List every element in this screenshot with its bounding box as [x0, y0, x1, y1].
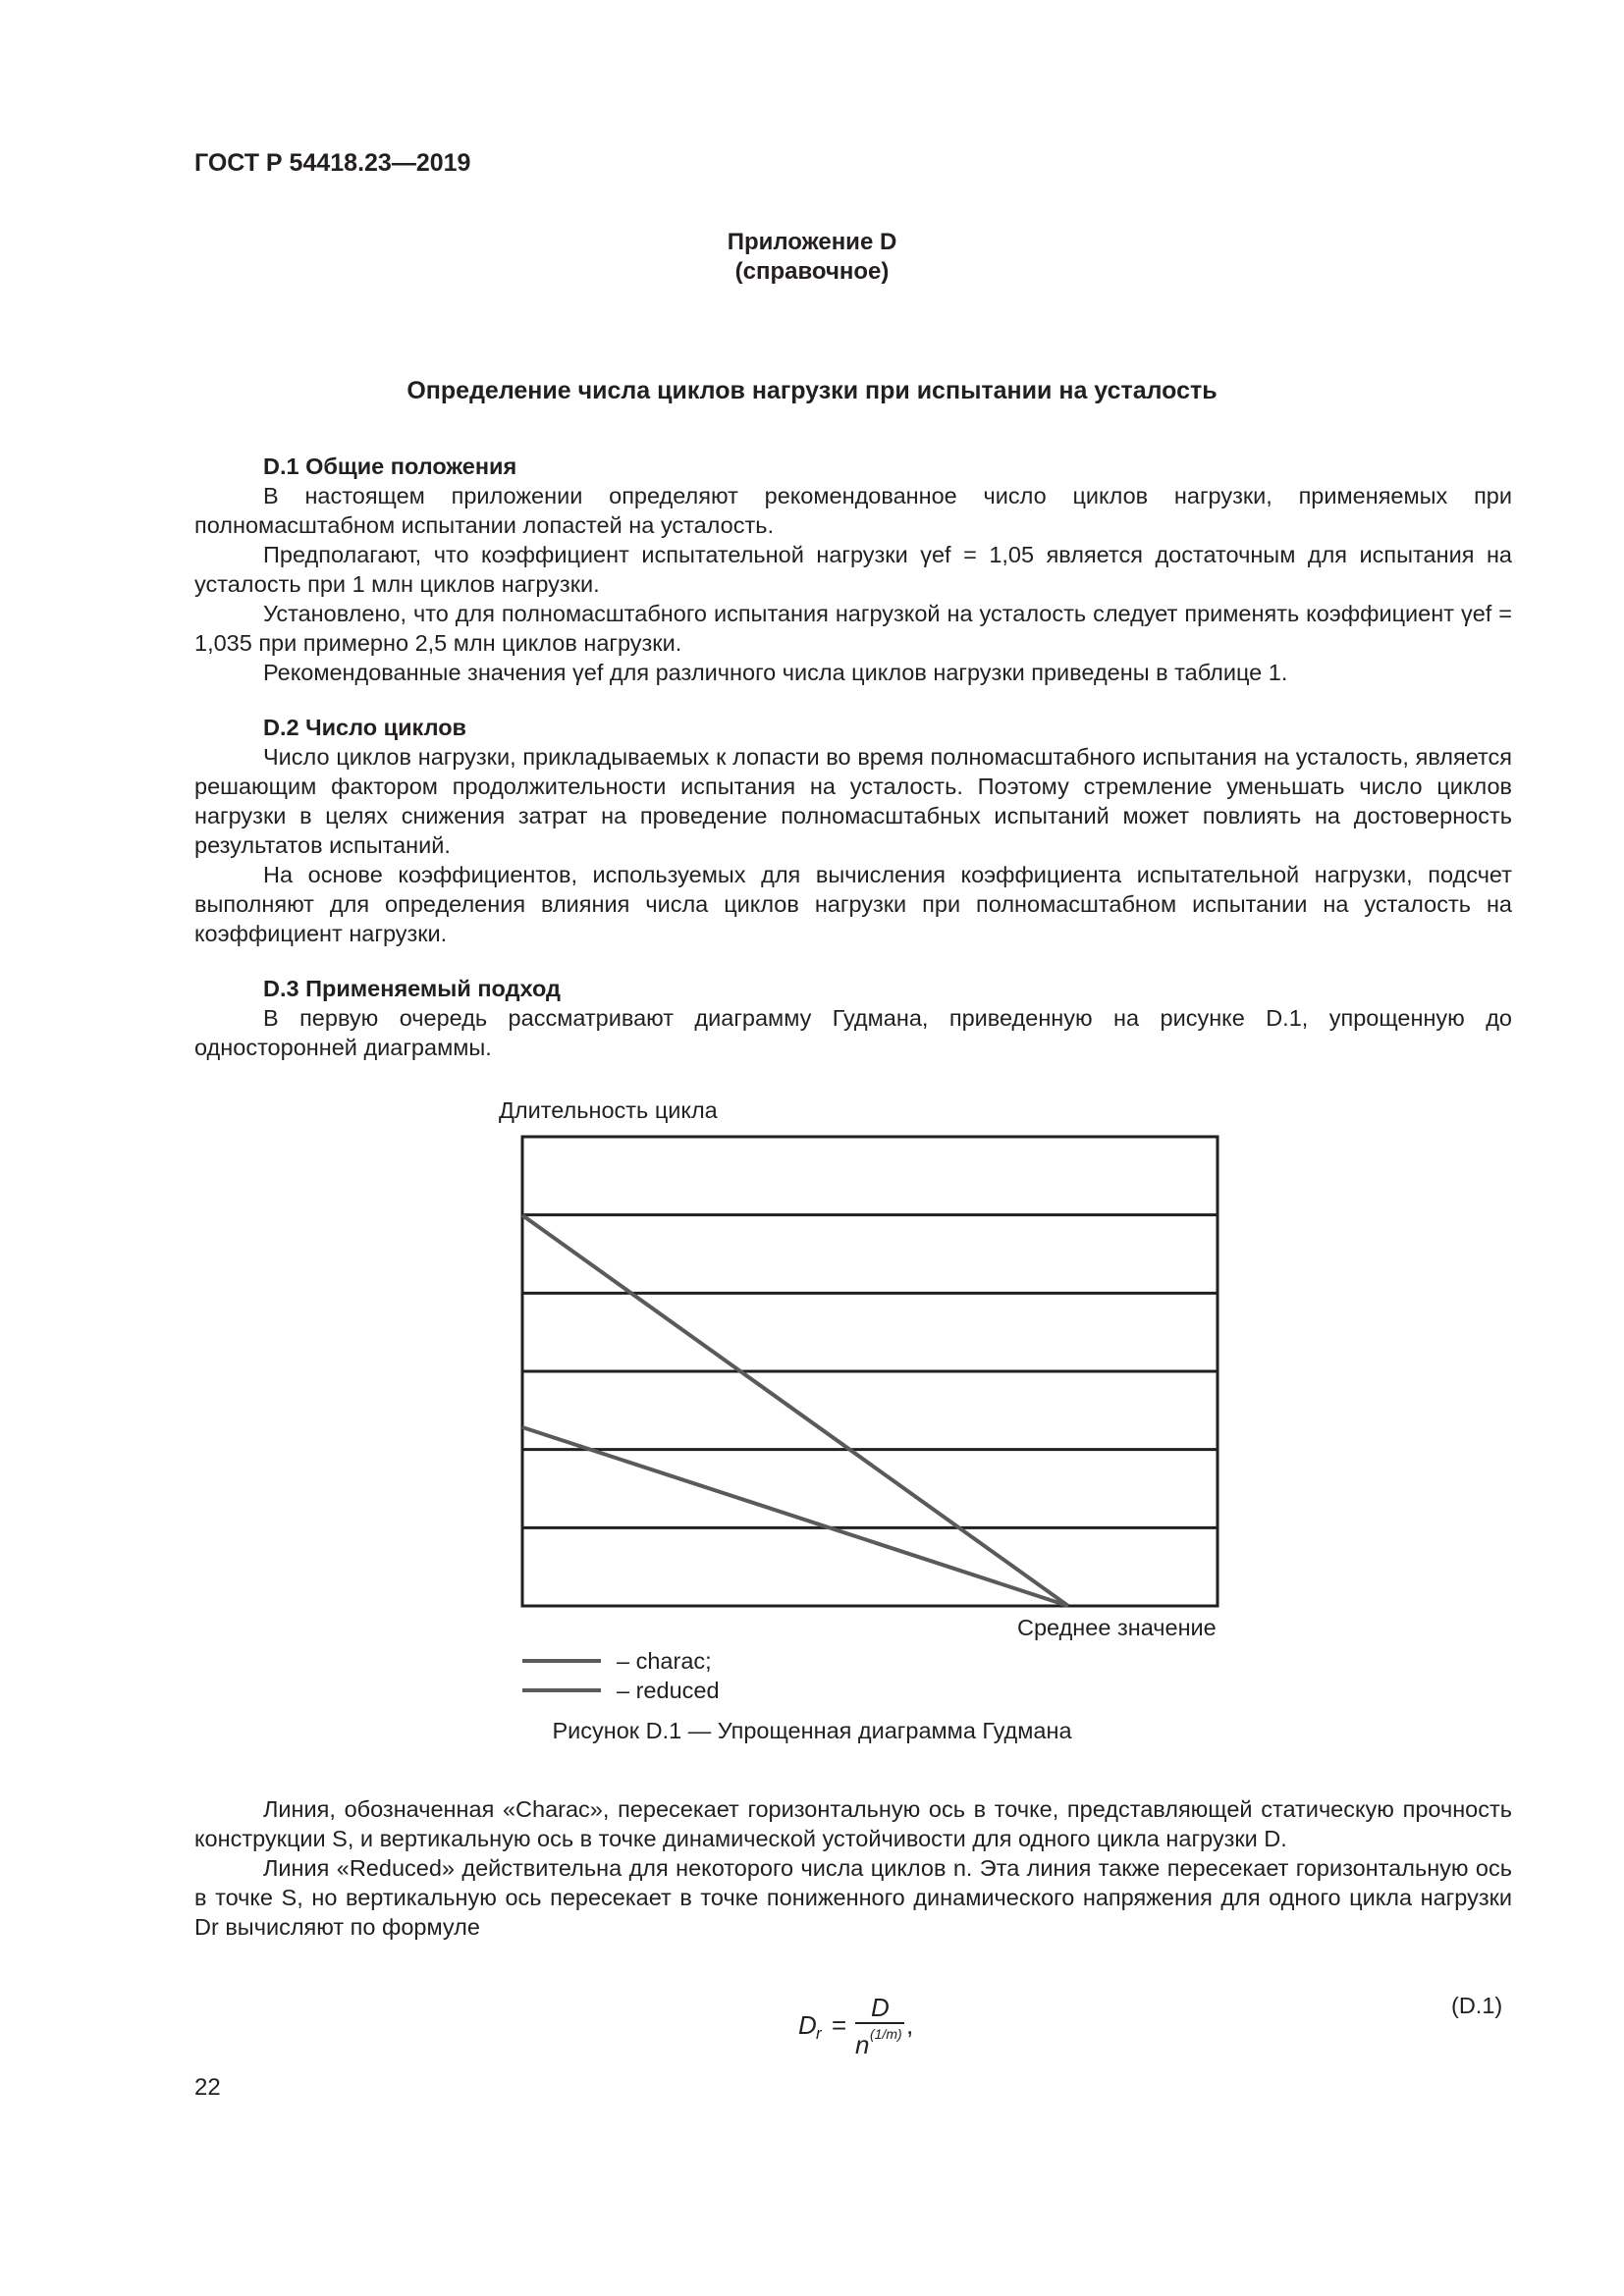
section-heading: D.3 Применяемый подход	[263, 976, 561, 1001]
paragraph: Линия «Reduced» действительна для некоторого числа циклов n. Эта линия также пересекает горизонтальную ось в точке S, но вертикальную ось пересекает в точке пониженного динамического напряжения для одного цикла нагрузки Dr вычисляют по формуле	[194, 1855, 1512, 1940]
annex-subtitle: (справочное)	[734, 258, 890, 285]
paragraph: В настоящем приложении определяют рекомендованное число циклов нагрузки, применяемых при полномасштабном испытании лопастей на усталость.	[194, 483, 1512, 538]
fraction-bar	[855, 2022, 904, 2024]
formula-denominator: n	[855, 2030, 870, 2059]
figure-y-label: Длительность цикла	[499, 1097, 718, 1123]
formula-numerator: D	[871, 1993, 890, 2022]
paragraph: Число циклов нагрузки, прикладываемых к лопасти во время полномасштабного испытания на усталость, является решающим фактором продолжительности испытания на усталость. Поэтому стремление уменьшать число циклов нагрузки в целях снижения затрат на проведение полномасштабных испытаний может повлиять на достоверность результатов испытаний.	[194, 744, 1512, 858]
formula-exponent: (1/m)	[870, 2026, 902, 2042]
formula-equals: =	[832, 2010, 847, 2040]
figure-caption: Рисунок D.1 — Упрощенная диаграмма Гудмана	[552, 1718, 1072, 1743]
paragraph: Линия, обозначенная «Charac», пересекает горизонтальную ось в точке, представляющей статическую прочность конструкции S, и вертикальную ось в точке динамической устойчивости для одного цикла нагрузки D.	[194, 1796, 1512, 1851]
paragraph: На основе коэффициентов, используемых для вычисления коэффициента испытательной нагрузки, подсчет выполняют для определения влияния числа циклов нагрузки при полномасштабном испытании на усталость на коэффициент нагрузки.	[194, 862, 1512, 946]
section-heading: D.2 Число циклов	[263, 715, 466, 740]
legend-reduced-label: – reduced	[617, 1678, 720, 1703]
paragraph: В первую очередь рассматривают диаграмму Гудмана, приведенную на рисунке D.1, упрощенную до односторонней диаграммы.	[194, 1005, 1512, 1060]
formula-lhs-sub: r	[816, 2024, 822, 2043]
after-figure-text	[194, 1794, 1512, 1942]
formula-comma: ,	[906, 2010, 914, 2040]
reduced-line	[522, 1427, 1068, 1606]
annex-title: Приложение D	[727, 229, 897, 255]
page-number: 22	[194, 2074, 221, 2101]
figure-x-label: Среднее значение	[1017, 1615, 1217, 1640]
section-heading: D.1 Общие положения	[263, 454, 517, 479]
main-title: Определение числа циклов нагрузки при испытании на усталость	[406, 377, 1218, 404]
diagram-grid	[522, 1137, 1218, 1606]
paragraph: Установлено, что для полномасштабного испытания нагрузкой на усталость следует применять коэффициент γef = 1,035 при примерно 2,5 млн циклов нагрузки.	[194, 601, 1512, 656]
legend-charac-label: – charac;	[617, 1648, 712, 1674]
charac-line	[522, 1215, 1068, 1606]
paragraph: Рекомендованные значения γef для различного числа циклов нагрузки приведены в таблице 1.	[263, 660, 1288, 685]
formula-lhs: D	[798, 2010, 817, 2040]
paragraph: Предполагают, что коэффициент испытательной нагрузки γef = 1,05 является достаточным для испытания на усталость при 1 млн циклов нагрузки.	[194, 542, 1512, 597]
standard-header: ГОСТ Р 54418.23—2019	[194, 149, 471, 177]
equation-number: (D.1)	[1451, 1993, 1503, 2018]
